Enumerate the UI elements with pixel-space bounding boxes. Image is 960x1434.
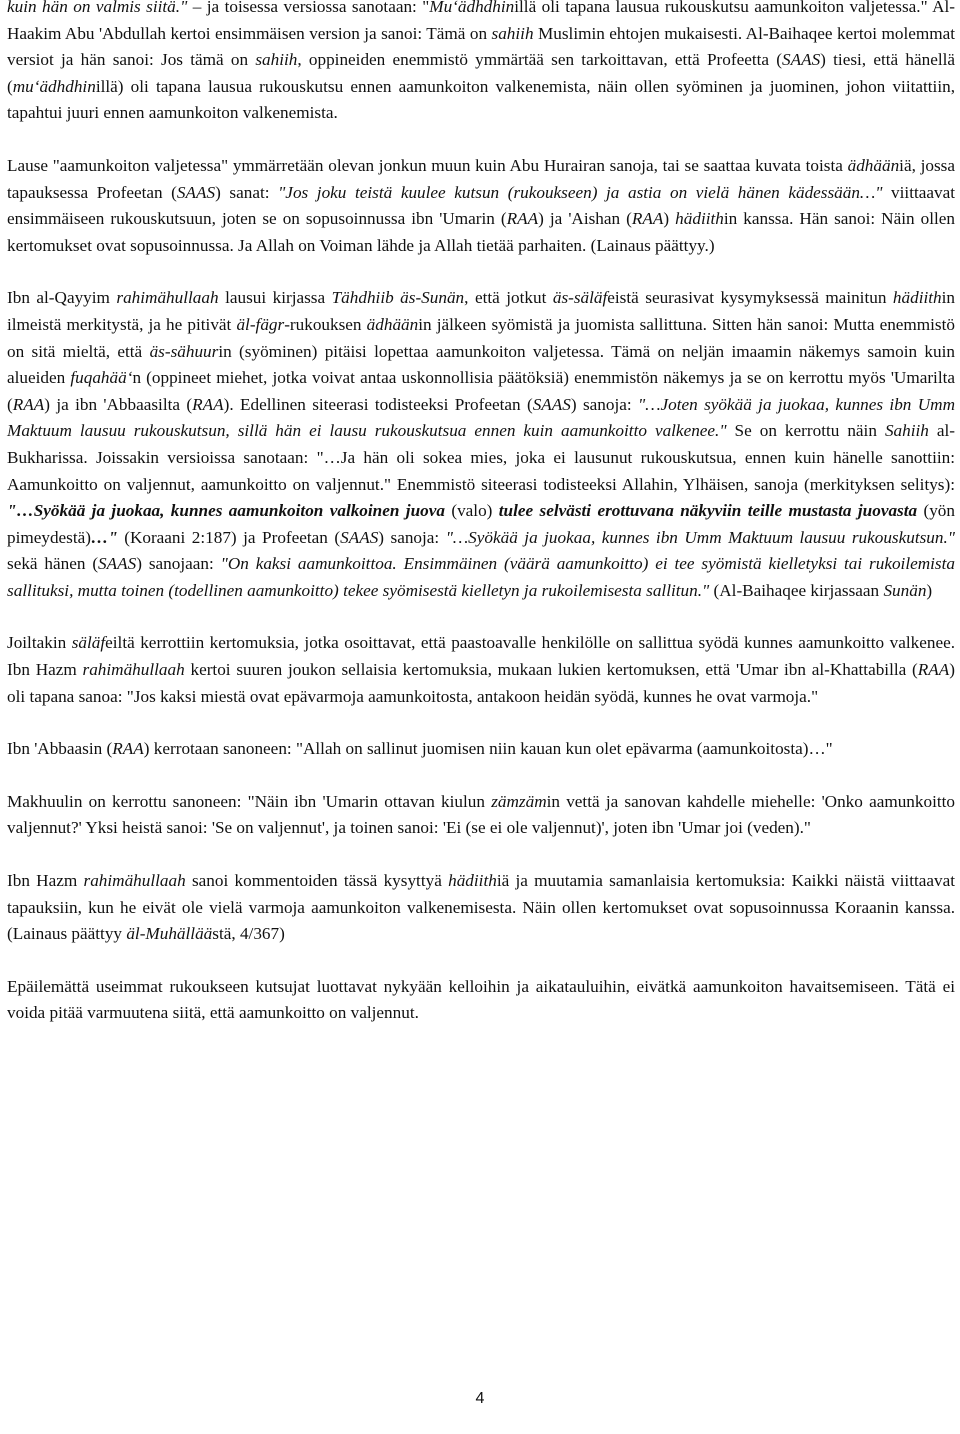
paragraph-4-run: säläf xyxy=(71,633,106,653)
paragraph-1-run: mu‘ädhdhin xyxy=(12,76,96,96)
paragraph-1-run: illä oli tapana lausua rukouskutsu aamunkoiton valjetessa." Al-Haakim Abu 'Abdullah kertoi ensimmäisen version ja sanoi: Tämä on xyxy=(7,0,955,43)
paragraph-2-run: RAA xyxy=(506,209,539,229)
paragraph-3-run: äs-säläf xyxy=(552,288,608,308)
paragraph-3-run: äs-sähuur xyxy=(149,341,219,361)
paragraph-4-run: rahimähullaah xyxy=(82,660,185,680)
paragraph-3-run: rahimähullaah xyxy=(116,288,219,308)
paragraph-1-run: ) tiesi, että hänellä ( xyxy=(7,50,955,96)
paragraph-3-run: ). Edellinen siteerasi todisteeksi Profeetan ( xyxy=(223,394,533,414)
paragraph-3 xyxy=(7,285,955,604)
paragraph-5-run: Ibn 'Abbaasin ( xyxy=(7,739,113,759)
paragraph-3-run: tulee selvästi erottuvana näkyviin teille mustasta juovasta xyxy=(498,501,918,521)
paragraph-2-run: iä, jossa tapauksessa Profeetan ( xyxy=(7,155,955,202)
paragraph-3-run: , että jotkut xyxy=(464,288,553,308)
paragraph-3-run: SAAS xyxy=(340,527,379,547)
paragraph-1-run: sahiih xyxy=(491,23,534,43)
paragraph-3-run: (yön pimeydestä) xyxy=(7,501,955,547)
paragraph-6 xyxy=(7,789,955,842)
paragraph-3-run: "On kaksi aamunkoittoa. Ensimmäinen (väärä aamunkoitto) ei tee syömistä kielletyksi tai rukoilemista sallituksi, mutta toinen (todellinen aamunkoitto) tekee syömisestä kielletyn ja rukoilemisesta sallitun." xyxy=(7,554,955,600)
paragraph-1-run: illä) oli tapana lausua rukouskutsu ennen aamunkoiton valkenemista, näin ollen syöminen ja juominen, johon viitattiin, tapahtui juuri ennen aamunkoiton valkenemista. xyxy=(7,76,955,123)
paragraph-3-run: in ilmeistä merkitystä, ja he pitivät xyxy=(7,288,955,334)
paragraph-3-run: ) sanoja: xyxy=(570,394,639,414)
paragraph-3-run: äl-fägr xyxy=(236,314,285,334)
paragraph-3-run: n (oppineet miehet, jotka voivat antaa uskonnollisia päätöksiä) enemmistön näkemys ja se on kerrottu myös 'Umarilta ( xyxy=(7,368,955,414)
paragraph-8 xyxy=(7,974,955,1027)
paragraph-2-run: SAAS xyxy=(176,182,216,202)
paragraph-1-run: sahiih xyxy=(255,50,298,70)
paragraph-7-run: sanoi kommentoiden tässä kysyttyä xyxy=(185,871,449,891)
paragraph-5 xyxy=(7,736,955,763)
paragraph-5-run: ) kerrotaan sanoneen: "Allah on sallinut juomisen niin kauan kun olet epävarma (aamunkoitosta)…" xyxy=(143,739,833,759)
paragraph-1 xyxy=(7,0,955,127)
paragraph-3-run: ) xyxy=(926,580,933,600)
paragraph-3-run: (Koraani 2:187) ja Profeetan ( xyxy=(117,527,341,547)
paragraph-6-run: zämzäm xyxy=(491,791,547,811)
paragraph-2-run: ) xyxy=(663,209,676,229)
paragraph-7-run: rahimähullaah xyxy=(83,871,186,891)
paragraph-2-run: ) ja 'Aishan ( xyxy=(538,209,632,229)
paragraph-1-run: Muslimin ehtojen mukaisesti. Al-Baihaqee kertoi molemmat versiot ja hän sanoi: Jos tämä on xyxy=(7,23,956,70)
paragraph-2-run: Lause "aamunkoiton valjetessa" ymmärretään olevan jonkun muun kuin Abu Hurairan sanoja, tai se saattaa kuvata toista xyxy=(7,155,848,175)
paragraph-7-run: stä, 4/367) xyxy=(212,924,285,944)
paragraph-3-run: fuqahää‘ xyxy=(70,368,133,388)
paragraph-3-run: Se on kerrottu näin xyxy=(726,421,885,441)
paragraph-6-run: in vettä ja sanovan kahdelle miehelle: 'Onko aamunkoitto valjennut?' Yksi heistä sanoi: 'Se on valjennut', ja toinen sanoi: 'Ei (se ei ole valjennut)', joten ibn 'Umar joi (veden)." xyxy=(7,791,956,838)
paragraph-3-run: -rukouksen xyxy=(284,314,367,334)
paragraph-3-run: Tähdhiib äs-Sunän xyxy=(331,288,465,308)
paragraph-2-run: RAA xyxy=(631,209,664,229)
paragraph-3-run: "…Syökää ja juokaa, kunnes ibn Umm Maktuum lausuu rukouskutsun." xyxy=(445,527,956,547)
paragraph-3-run: Sunän xyxy=(883,580,927,600)
paragraph-4-run: eiltä kerrottiin kertomuksia, jotka osoittavat, että paastoavalle henkilölle on sallittua syödä kunnes aamunkoitto valkenee. Ibn Hazm xyxy=(7,633,955,680)
paragraph-1-run: kuin hän on valmis siitä." xyxy=(7,0,188,16)
paragraph-1-run: Mu‘ädhdhin xyxy=(429,0,515,16)
paragraph-3-run: ) ja ibn 'Abbaasilta ( xyxy=(44,394,193,414)
paragraph-7 xyxy=(7,868,955,948)
paragraph-7-run: hädiith xyxy=(448,871,497,891)
paragraph-1-run: – ja toisessa versiossa sanotaan: " xyxy=(187,0,430,16)
paragraph-3-run: ädhään xyxy=(366,314,419,334)
paragraph-3-run: RAA xyxy=(192,394,224,414)
paragraph-3-run: "…Joten syökää ja juokaa, kunnes ibn Umm Maktuum lausuu rukouskutsun, sillä hän ei lausu rukouskutsua ennen kuin aamunkoitto valkenee." xyxy=(7,394,955,441)
paragraph-3-run: Sahiih xyxy=(884,421,929,441)
paragraph-3-run: (valo) xyxy=(444,501,499,521)
paragraph-3-run: in (syöminen) pitäisi lopettaa aamunkoiton valjetessa. Tämä on neljän imaamin näkemys samoin kuin alueiden xyxy=(7,341,955,388)
paragraph-7-run: äl-Muhällää xyxy=(126,924,213,944)
paragraph-4-run: RAA xyxy=(917,660,950,680)
paragraph-3-run: SAAS xyxy=(98,554,137,574)
paragraph-5-run: RAA xyxy=(112,739,144,759)
paragraph-3-run: "…Syökää ja juokaa, kunnes aamunkoiton valkoinen juova xyxy=(7,501,445,521)
paragraph-3-run: sekä hänen ( xyxy=(7,554,99,574)
paragraph-3-run: SAAS xyxy=(532,394,571,414)
paragraph-8-run: Epäilemättä useimmat rukoukseen kutsujat luottavat nykyään kelloihin ja aikatauluihin, eivätkä aamunkoiton havaitsemiseen. Tätä ei voida pitää varmuutena siitä, että aamunkoitto on valjennut. xyxy=(7,976,955,1023)
paragraph-3-run: ) sanoja: xyxy=(378,527,446,547)
paragraph-2-run: in kanssa. Hän sanoi: Näin ollen kertomukset ovat sopusoinnussa. Ja Allah on Voiman lähde ja Allah tietää parhaiten. (Lainaus päättyy.) xyxy=(7,209,955,255)
paragraph-7-run: Ibn Hazm xyxy=(7,871,84,891)
paragraph-3-run: Ibn al-Qayyim xyxy=(7,288,117,308)
paragraph-4-run: ) oli tapana sanoa: "Jos kaksi miestä ovat epävarmoja aamunkoitosta, antakoon heidän syödä, kunnes he ovat varmoja." xyxy=(7,660,955,706)
paragraph-4 xyxy=(7,630,955,710)
paragraph-2-run: ädhään xyxy=(847,155,900,175)
paragraph-3-run: …" xyxy=(91,527,118,547)
page-number: 4 xyxy=(475,1390,485,1407)
paragraph-4-run: kertoi suuren joukon sellaisia kertomuksia, mukaan lukien kertomuksen, että 'Umar ibn al-Khattabilla ( xyxy=(184,660,918,680)
paragraph-2-run: hädiith xyxy=(675,209,724,229)
paragraph-4-run: Joiltakin xyxy=(7,633,72,653)
paragraph-3-run: hädiith xyxy=(892,288,942,308)
document-page xyxy=(7,0,955,1053)
paragraph-2-run: "Jos joku teistä kuulee kutsun (rukoukseen) ja astia on vielä hänen kädessään…" xyxy=(278,182,883,202)
paragraph-3-run: eistä seurasivat kysymyksessä mainitun xyxy=(607,288,893,308)
paragraph-3-run: lausui kirjassa xyxy=(218,288,332,308)
paragraph-3-run: al-Bukharissa. Joissakin versioissa sanotaan: "…Ja hän oli sokea mies, joka ei lausunut rukouskutsua, ennen kuin hänelle sanottiin: Aamunkoitto on valjennut, aamunkoitto on valjennut." Enemmistö siteerasi todisteeksi Allahin, Ylhäisen, sanoja (merkityksen selitys): xyxy=(7,421,955,494)
paragraph-2-run: viittaavat ensimmäiseen rukouskutsuun, joten se on sopusoinnussa ibn 'Umarin ( xyxy=(7,182,956,229)
paragraph-2 xyxy=(7,153,955,259)
paragraph-3-run: (Al-Baihaqee kirjassaan xyxy=(709,580,884,600)
paragraph-6-run: Makhuulin on kerrottu sanoneen: "Näin ibn 'Umarin ottavan kiulun xyxy=(7,791,492,811)
paragraph-1-run: SAAS xyxy=(781,50,821,70)
paragraph-3-run: ) sanojaan: xyxy=(136,554,221,574)
paragraph-1-run: , oppineiden enemmistö ymmärtää sen tarkoittavan, että Profeetta ( xyxy=(297,50,782,70)
paragraph-7-run: iä ja muutamia samanlaisia kertomuksia: Kaikki näistä viittaavat tapauksiin, kun he eivät ole vielä varmoja aamunkoiton valkenemisesta. Näin ollen kertomukset ovat sopusoinnussa Koraanin kanssa. (Lainaus päättyy xyxy=(7,871,956,944)
paragraph-2-run: ) sanat: xyxy=(215,182,279,202)
paragraph-3-run: in jälkeen syömistä ja juomista sallittuna. Sitten hän sanoi: Mutta enemmistö on sitä mieltä, että xyxy=(7,314,955,361)
paragraph-3-run: RAA xyxy=(12,394,45,414)
